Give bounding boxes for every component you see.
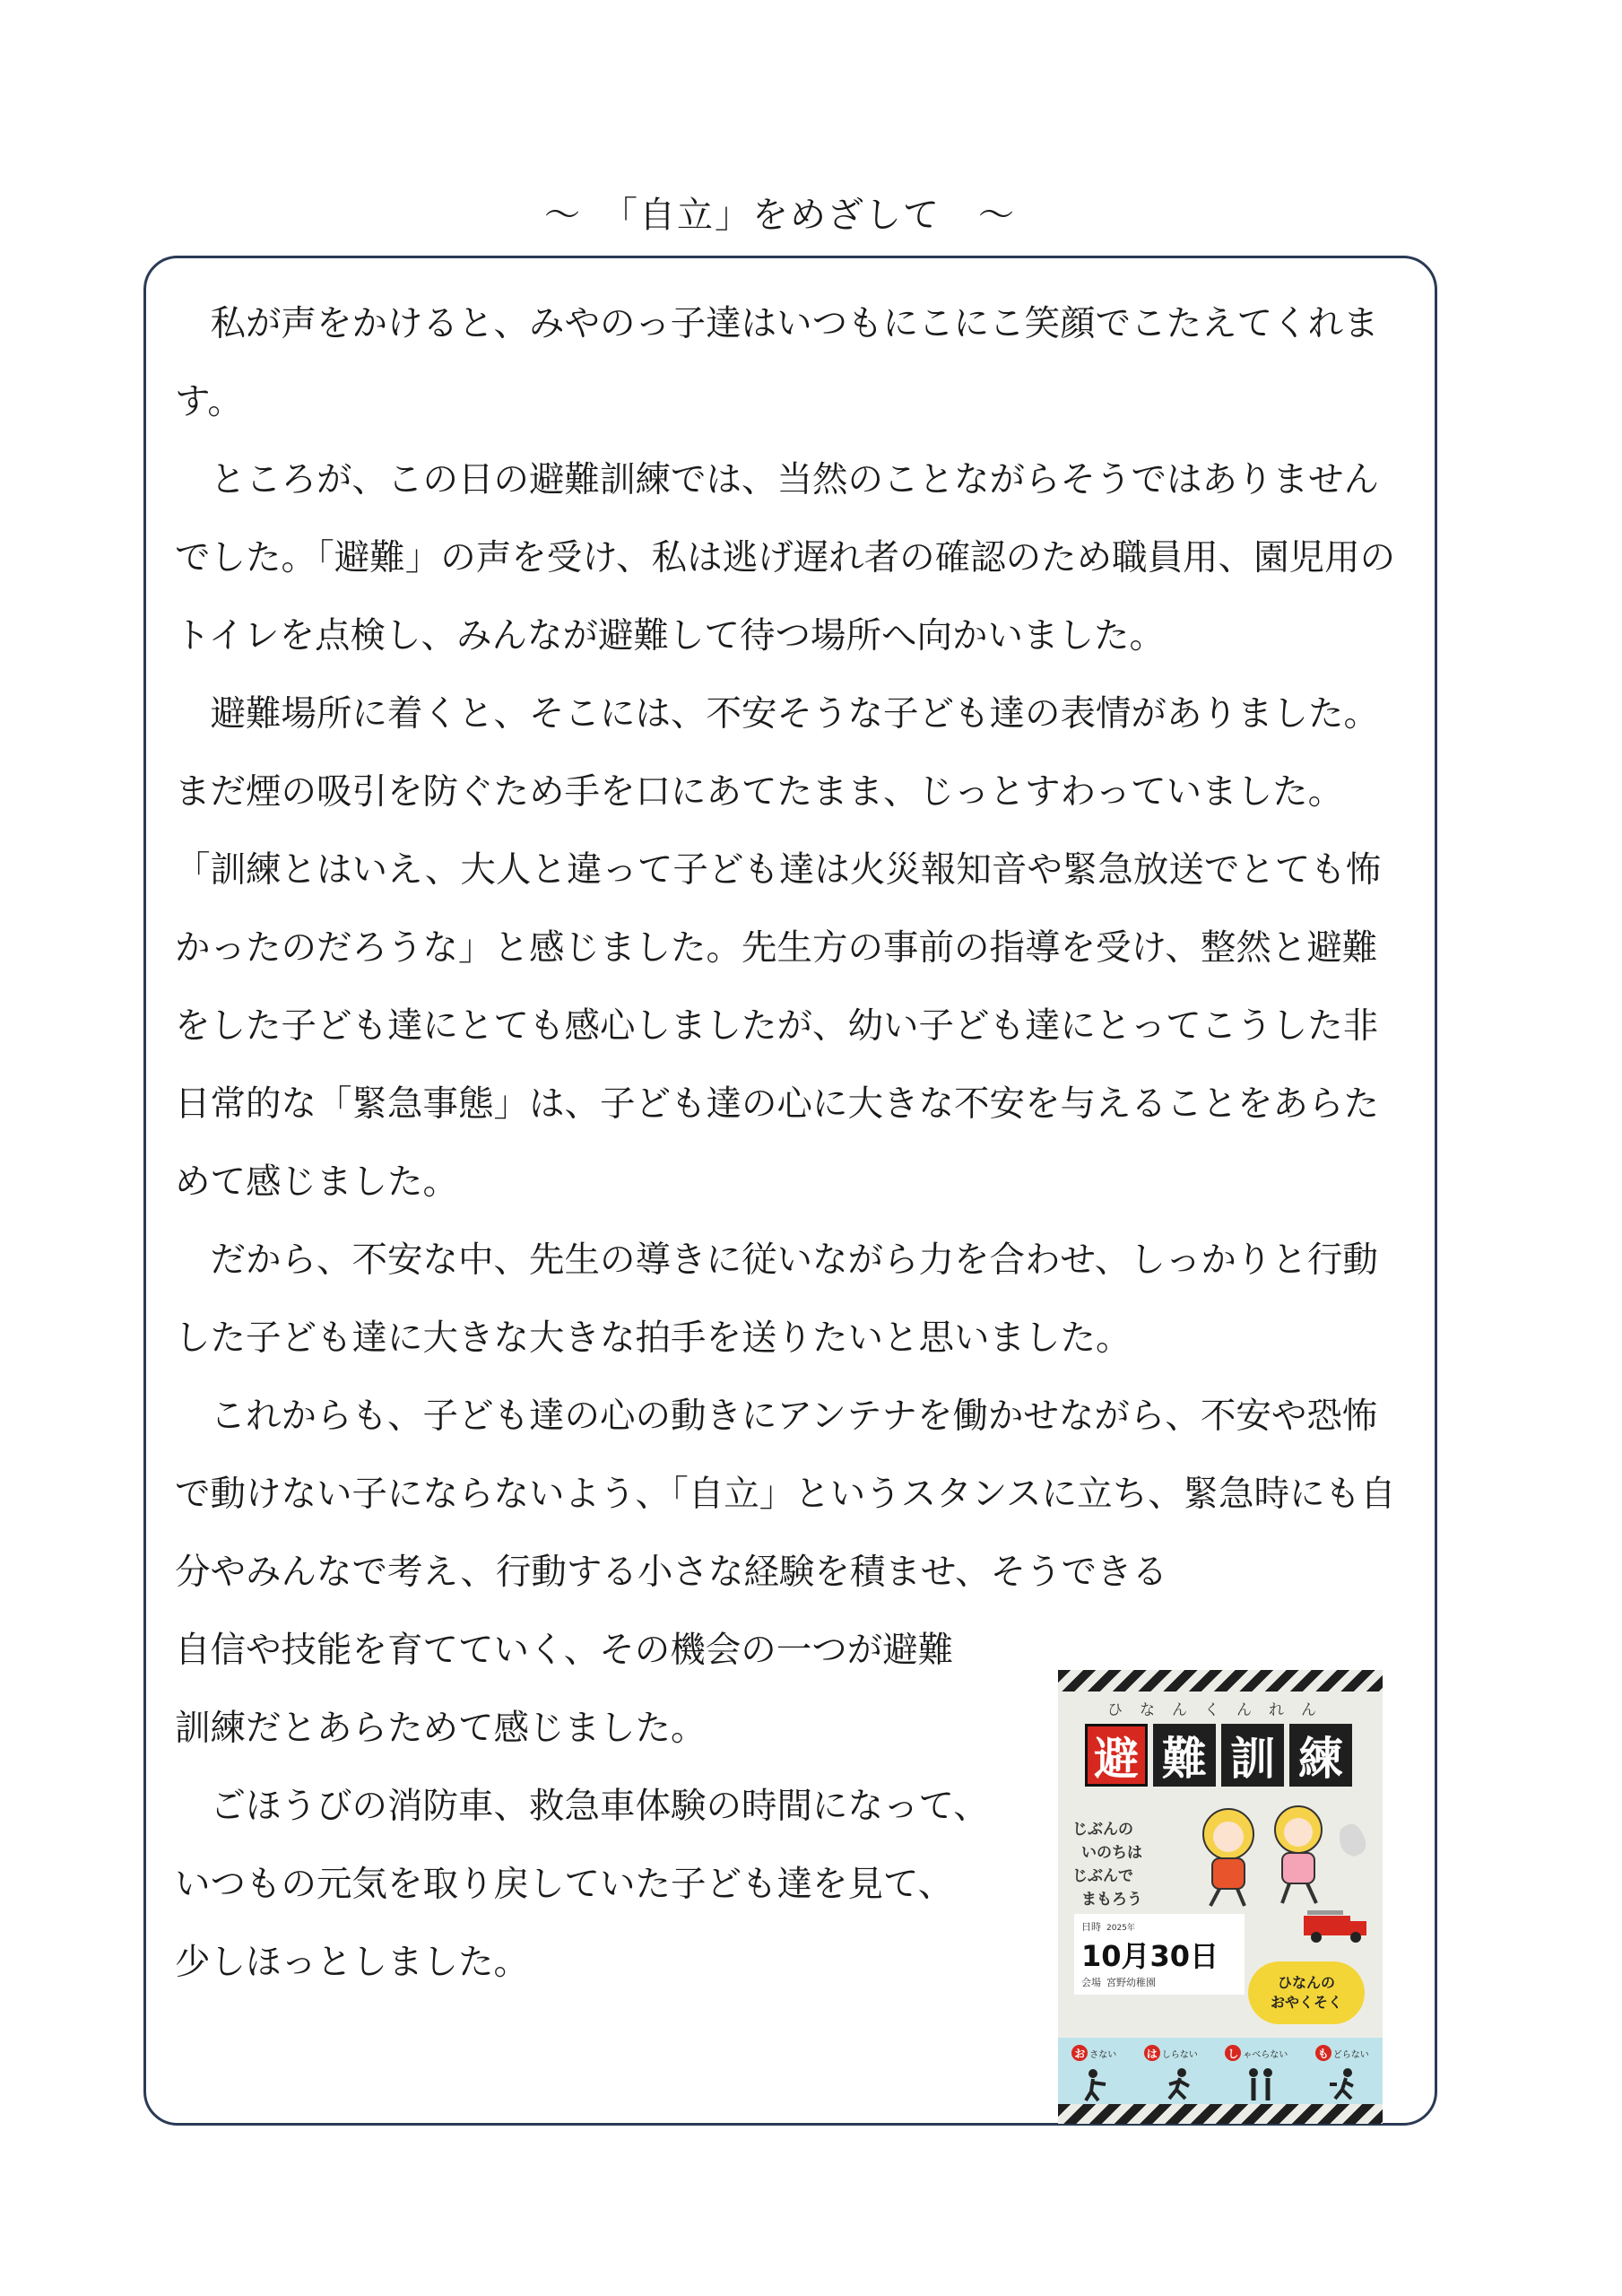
- rule-initial: も: [1315, 2045, 1331, 2061]
- paragraph-line: いつもの元気を取り戻していた子ども達を見て、: [175, 1864, 954, 1905]
- fire-truck-icon: [1300, 1905, 1372, 1946]
- rule-text: どらない: [1332, 2049, 1369, 2060]
- rule-text: ゃべらない: [1243, 2049, 1288, 2060]
- page-title: ～ 「自立」をめざして ～: [544, 195, 1016, 236]
- slogan-line: じぶんで: [1072, 1867, 1133, 1885]
- paragraph: 避難場所に着くと、そこには、不安そうな子ども達の表情がありました。まだ煙の吸引を防ぐため手を口にあてたまま、じっとすわっていました。: [175, 693, 1379, 813]
- poster-slogan: [1072, 1818, 1142, 1911]
- poster-ruby: ひなんくんれん: [1107, 1701, 1333, 1719]
- no-returning-icon: [1324, 2066, 1360, 2102]
- paragraph: 「訓練とはいえ、大人と違って子ども達は火災報知音や緊急放送でとても怖かったのだろうな」と感じました。先生方の事前の指導を受け、整然と避難をした子ども達にとても感心しましたが、幼い子ども達にとってこうした非日常的な「緊急事態」は、子ども達の心に大きな不安を与えることをあらためて感じました。: [175, 849, 1382, 1203]
- evacuation-drill-poster: [1058, 1670, 1383, 2124]
- rule-initial: し: [1225, 2045, 1241, 2061]
- no-running-icon: [1162, 2066, 1198, 2102]
- paragraph-line: 訓練だとあらためて感じました。: [175, 1708, 707, 1749]
- rule-text: さない: [1089, 2049, 1117, 2060]
- paragraph: だから、不安な中、先生の導きに従いながら力を合わせ、しっかりと行動した子ども達に大きな大きな拍手を送りたいと思いました。: [175, 1239, 1378, 1359]
- rule-initial: は: [1144, 2045, 1160, 2061]
- poster-title-char: 訓: [1221, 1724, 1284, 1787]
- event-year: 2025年: [1106, 1924, 1135, 1933]
- poster-title: [1085, 1724, 1352, 1787]
- hazard-stripe: [1058, 2104, 1383, 2124]
- promise-line: おやくそく: [1270, 1994, 1342, 2011]
- event-place: 宮野幼稚園: [1106, 1977, 1156, 1988]
- rule-figures: [1058, 2061, 1383, 2102]
- rule-list: [1058, 2038, 1383, 2061]
- rule-item: [1225, 2045, 1288, 2061]
- no-pushing-icon: [1080, 2066, 1116, 2102]
- event-date: 10月30日: [1081, 1939, 1219, 1973]
- hazard-stripe: [1058, 1670, 1383, 1692]
- paragraph: 私が声をかけると、みやのっ子達はいつもにこにこ笑顔でこたえてくれます。: [175, 303, 1379, 422]
- date-row: [1081, 1919, 1237, 1934]
- promise-line: ひなんの: [1277, 1974, 1335, 1991]
- place-label: 会場: [1081, 1977, 1101, 1988]
- date-value-row: [1081, 1934, 1237, 1975]
- rule-text: しらない: [1161, 2049, 1198, 2060]
- paragraph-line: 少しほっとしました。: [175, 1942, 529, 1983]
- place-row: [1081, 1975, 1237, 1989]
- poster-title-char: 難: [1153, 1724, 1216, 1787]
- rule-item: [1315, 2045, 1369, 2061]
- event-info: [1074, 1914, 1245, 1995]
- no-talking-icon: [1243, 2066, 1279, 2102]
- poster-title-char: 避: [1085, 1724, 1148, 1787]
- paragraph: ところが、この日の避難訓練では、当然のことながらそうではありませんでした。「避難」の声を受け、私は逃げ遅れ者の確認のため職員用、園児用のトイレを点検し、みんなが避難して待つ場所へ向かいました。: [175, 459, 1396, 657]
- slogan-line: いのちは: [1081, 1844, 1142, 1862]
- promise-bubble: [1248, 1961, 1365, 2024]
- slogan-line: じぶんの: [1072, 1821, 1133, 1839]
- date-label: 日時: [1081, 1921, 1101, 1933]
- paragraph: これからも、子ども達の心の動きにアンテナを働かせながら、不安や恐怖で動けない子にならないよう、「自立」というスタンスに立ち、緊急時にも自分やみんなで考え、行動する小さな経験を積ませ、そうできる: [175, 1396, 1396, 1593]
- paragraph-line: 自信や技能を育てていく、その機会の一つが避難: [175, 1630, 954, 1671]
- paragraph-line: ごほうびの消防車、救急車体験の時間になって、: [210, 1786, 989, 1827]
- children-illustration: [1193, 1803, 1372, 1910]
- poster-title-char: 練: [1289, 1724, 1352, 1787]
- slogan-line: まもろう: [1081, 1891, 1142, 1909]
- rule-initial: お: [1071, 2045, 1088, 2061]
- rule-item: [1071, 2045, 1116, 2061]
- rule-item: [1144, 2045, 1198, 2061]
